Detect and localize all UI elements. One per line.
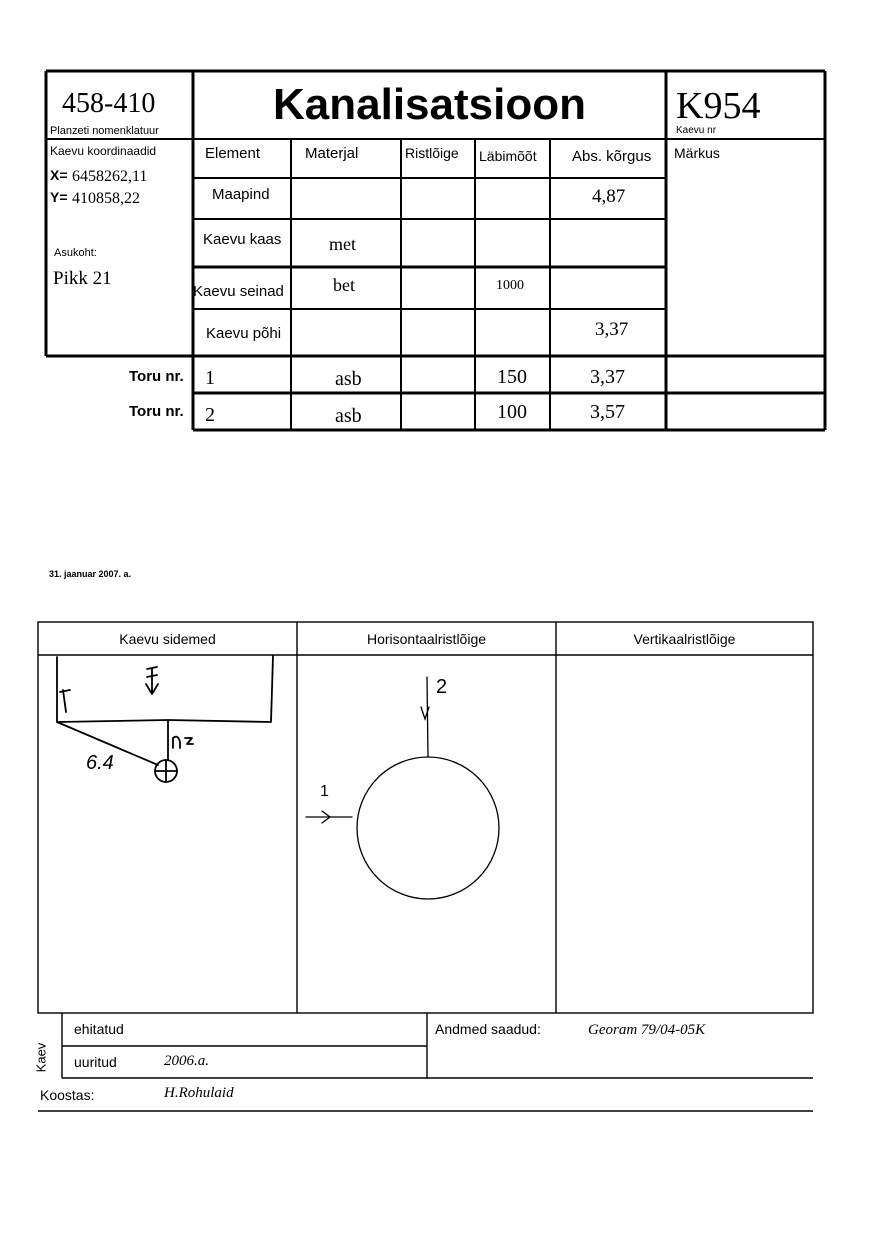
pipe-abs-height: 3,57 [590, 401, 625, 423]
horizontal-section-sketch [306, 677, 499, 899]
panel-title-horizontal: Horisontaalristlõige [366, 631, 487, 647]
distance-label: 6.4 [86, 752, 114, 774]
x-value: 6458262,11 [72, 168, 148, 185]
panel-title-connections: Kaevu sidemed [119, 631, 216, 647]
x-label: X= [50, 167, 68, 183]
panel-title-vertical: Vertikaalristlõige [633, 631, 736, 647]
well-number: K954 [676, 85, 761, 127]
surveyed-value: 2006.a. [164, 1053, 209, 1069]
element-abs-height: 3,37 [595, 319, 629, 340]
pipe-number: 1 [205, 367, 215, 389]
pipe-label: Toru nr. [129, 368, 184, 385]
pipe-diameter: 150 [497, 366, 527, 388]
column-header-element: Element [205, 145, 261, 162]
column-header-remarks: Märkus [674, 145, 720, 161]
column-header-abs-height: Abs. kõrgus [572, 148, 652, 165]
document-date: 31. jaanuar 2007. a. [49, 569, 132, 579]
compiled-label: Koostas: [40, 1087, 95, 1103]
coords-label: Kaevu koordinaadid [50, 144, 157, 158]
pipe-material: asb [335, 368, 362, 390]
page-title: Kanalisatsioon [273, 80, 586, 129]
element-diameter: 1000 [496, 278, 524, 293]
element-name: Kaevu põhi [206, 325, 282, 342]
pipe-diameter: 100 [497, 401, 527, 423]
surveyed-label: uuritud [74, 1054, 117, 1070]
element-material: met [329, 234, 356, 254]
nomenclature-value: 458-410 [62, 88, 156, 119]
location-value: Pikk 21 [53, 268, 112, 289]
element-name: Kaevu kaas [203, 231, 282, 248]
element-name: Maapind [212, 186, 270, 203]
well-number-label: Kaevu nr [676, 125, 717, 136]
data-source-label: Andmed saadud: [435, 1021, 541, 1037]
pipe-number: 2 [205, 404, 215, 426]
column-header-cross-section: Ristlõige [405, 145, 459, 161]
compiled-value: H.Rohulaid [164, 1085, 234, 1101]
data-source-value: Georam 79/04-05K [588, 1022, 706, 1038]
column-header-diameter: Läbimõõt [479, 148, 537, 164]
location-label: Asukoht: [54, 247, 97, 259]
nomenclature-label: Planzeti nomenklatuur [50, 125, 159, 137]
element-material: bet [333, 275, 355, 295]
pipe-label-1: 1 [320, 783, 329, 800]
column-header-material: Materjal [305, 145, 359, 162]
y-value: 410858,22 [72, 190, 140, 207]
element-name: Kaevu seinad [193, 283, 284, 300]
element-abs-height: 4,87 [592, 186, 626, 207]
pipe-label-2: 2 [436, 676, 448, 698]
pipe-material: asb [335, 405, 362, 427]
y-label: Y= [50, 189, 68, 205]
pipe-label: Toru nr. [129, 403, 184, 420]
built-label: ehitatud [74, 1021, 124, 1037]
section-label-kaev: Kaev [33, 1042, 49, 1073]
pipe-abs-height: 3,37 [590, 366, 625, 388]
